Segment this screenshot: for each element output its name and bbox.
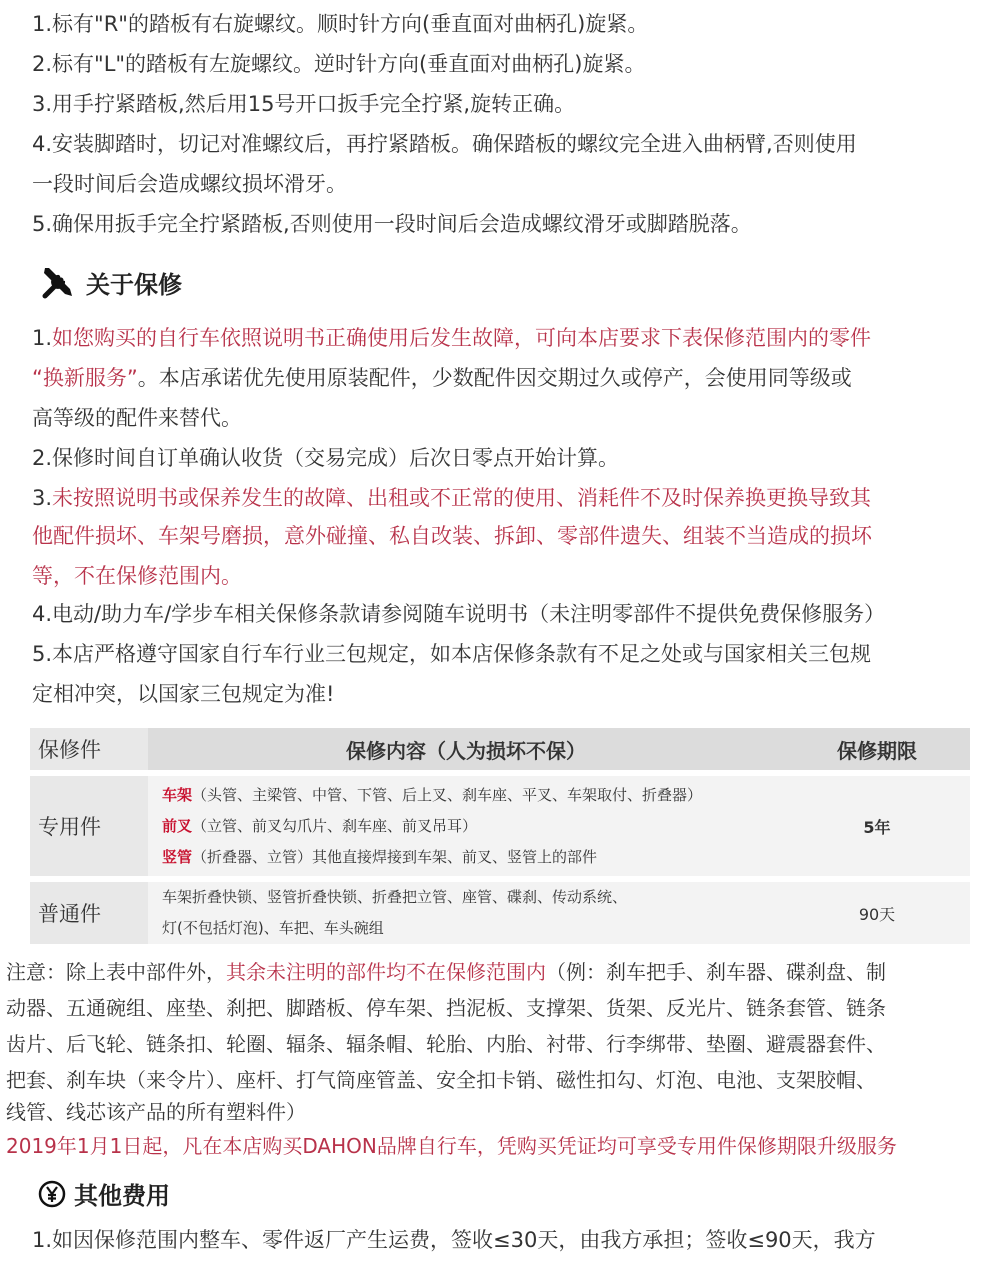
pedal-line-4: 4.安装脚踏时，切记对准螺纹后，再拧紧踏板。确保踏板的螺纹完全进入曲柄臂,否则使用 xyxy=(32,132,857,156)
warranty-item-4: 4.电动/助力车/学步车相关保修条款请参阅随车说明书（未注明零部件不提供免费保修服务） xyxy=(32,602,886,626)
fork-key: 前叉 xyxy=(162,816,193,835)
warranty-table xyxy=(30,728,970,944)
promo-line: 2019年1月1日起，凡在本店购买DAHON品牌自行车，凭购买凭证均可享受专用件保修期限升级服务 xyxy=(6,1134,897,1158)
warranty-item-3-prefix: 3. xyxy=(32,486,53,510)
wrench-screwdriver-icon xyxy=(38,262,78,302)
warranty-item-3-red-a: 未按照说明书或保养发生的故障、出租或不正常的使用、消耗件不及时保养换更换导致其 xyxy=(52,486,872,510)
warranty-item-3-line-2: 他配件损坏、车架号磨损，意外碰撞、私自改装、拆卸、零部件遗失、组装不当造成的损坏 xyxy=(32,524,872,548)
frame-text: （头管、主梁管、中管、下管、后上叉、刹车座、平叉、车架取付、折叠器） xyxy=(192,785,703,804)
warranty-item-5-line-1: 5.本店严格遵守国家自行车行业三包规定，如本店保修条款有不足之处或与国家相关三包规 xyxy=(32,642,872,666)
note-line-1 xyxy=(6,954,886,990)
special-label: 专用件 xyxy=(30,776,148,876)
warranty-item-2: 2.保修时间自订单确认收货（交易完成）后次日零点开始计算。 xyxy=(32,446,620,470)
header-period: 保修期限 xyxy=(784,728,970,770)
general-period: 90天 xyxy=(784,882,970,944)
note-rest: （例：刹车把手、刹车器、碟刹盘、制 xyxy=(546,960,886,984)
fork-text: （立管、前叉勾爪片、刹车座、前叉吊耳） xyxy=(192,816,478,835)
warranty-item-5-line-2: 定相冲突，以国家三包规定为准! xyxy=(32,682,335,706)
general-line-2: 灯(不包括灯泡)、车把、车头碗组 xyxy=(162,919,384,937)
fees-item-1: 1.如因保修范围内整车、零件返厂产生运费，签收≤30天，由我方承担；签收≤90天，我方 xyxy=(32,1228,876,1252)
warranty-item-1-rest: 。本店承诺优先使用原装配件，少数配件因交期过久或停产，会使用同等级或 xyxy=(137,366,852,390)
pedal-line-2: 2.标有"L"的踏板有左旋螺纹。逆时针方向(垂直面对曲柄孔)旋紧。 xyxy=(32,52,646,76)
frame-key: 车架 xyxy=(162,785,193,804)
special-period: 5年 xyxy=(784,776,970,876)
pedal-line-4-cont: 一段时间后会造成螺纹损坏滑牙。 xyxy=(32,172,347,196)
warranty-item-1-prefix: 1. xyxy=(32,326,53,350)
warranty-item-1-red-a: 如您购买的自行车依照说明书正确使用后发生故障，可向本店要求下表保修范围内的零件 xyxy=(52,326,872,350)
warranty-item-1-line-2 xyxy=(32,364,852,392)
header-part: 保修件 xyxy=(30,728,148,770)
special-line-fork xyxy=(162,811,784,842)
note-prefix: 注意：除上表中部件外， xyxy=(6,960,226,984)
note-line-5: 线管、线芯该产品的所有塑料件） xyxy=(6,1100,306,1124)
warranty-heading xyxy=(38,262,182,302)
warranty-item-1-line-3: 高等级的配件来替代。 xyxy=(32,406,242,430)
special-line-stem xyxy=(162,842,784,873)
warranty-heading-text: 关于保修 xyxy=(86,270,182,299)
header-content: 保修内容（人为损坏不保） xyxy=(148,728,784,770)
pedal-line-1: 1.标有"R"的踏板有右旋螺纹。顺时针方向(垂直面对曲柄孔)旋紧。 xyxy=(32,12,649,36)
pedal-line-3: 3.用手拧紧踏板,然后用15号开口扳手完全拧紧,旋转正确。 xyxy=(32,92,576,116)
note-red: 其余未注明的部件均不在保修范围内 xyxy=(226,960,546,984)
warranty-item-1-red-b: “换新服务” xyxy=(32,366,138,390)
note-line-2: 动器、五通碗组、座垫、刹把、脚踏板、停车架、挡泥板、支撑架、货架、反光片、链条套管、链条 xyxy=(6,996,886,1020)
table-row-special xyxy=(30,776,970,876)
warranty-item-3-line-1 xyxy=(32,484,871,512)
special-line-frame xyxy=(162,780,784,811)
note-line-4: 把套、刹车块（来令片）、座杆、打气筒座管盖、安全扣卡销、磁性扣勾、灯泡、电池、支架胶帽、 xyxy=(6,1068,876,1092)
pedal-line-5: 5.确保用扳手完全拧紧踏板,否则使用一段时间后会造成螺纹滑牙或脚踏脱落。 xyxy=(32,212,752,236)
special-content xyxy=(148,776,784,876)
general-line-1: 车架折叠快锁、竖管折叠快锁、折叠把立管、座管、碟刹、传动系统、 xyxy=(162,888,628,906)
stem-text: （折叠器、立管）其他直接焊接到车架、前叉、竖管上的部件 xyxy=(192,847,598,866)
yen-circle-icon xyxy=(36,1178,68,1210)
stem-key: 竖管 xyxy=(162,847,193,866)
table-row-general xyxy=(30,882,970,944)
table-header-row xyxy=(30,728,970,770)
fees-heading xyxy=(36,1176,170,1211)
fees-heading-text: 其他费用 xyxy=(74,1182,170,1210)
note-line-3: 齿片、后飞轮、链条扣、轮圈、辐条、辐条帽、轮胎、内胎、衬带、行李绑带、垫圈、避震器套件、 xyxy=(6,1032,886,1056)
warranty-item-1-line-1 xyxy=(32,324,871,352)
general-content xyxy=(148,882,784,944)
general-label: 普通件 xyxy=(30,882,148,944)
warranty-item-3-line-3: 等，不在保修范围内。 xyxy=(32,564,242,588)
